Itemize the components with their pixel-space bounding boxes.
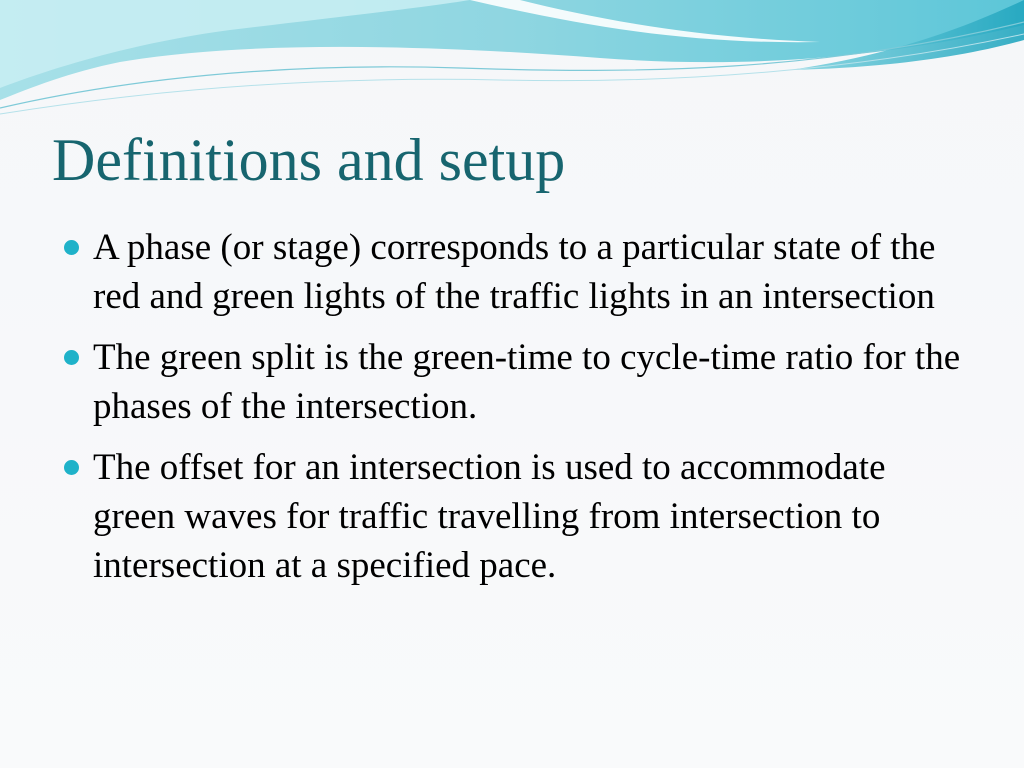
bullet-item (64, 223, 969, 321)
bullet-item (64, 333, 969, 431)
slide-title: Definitions and setup (52, 127, 566, 193)
bullet-text: The offset for an intersection is used to accommodate green waves for traffic travelling from intersection to intersection at a specified pace. (93, 447, 886, 586)
bullet-text: A phase (or stage) corresponds to a particular state of the red and green lights of the traffic lights in an intersection (93, 227, 936, 317)
bullet-dot-icon (64, 240, 79, 255)
bullet-text: The green split is the green-time to cycle-time ratio for the phases of the intersection. (93, 337, 961, 427)
bullet-item (64, 443, 969, 590)
wave-header-decoration (0, 0, 1024, 120)
bullet-dot-icon (64, 350, 79, 365)
bullet-dot-icon (64, 460, 79, 475)
bullet-list (64, 223, 969, 602)
